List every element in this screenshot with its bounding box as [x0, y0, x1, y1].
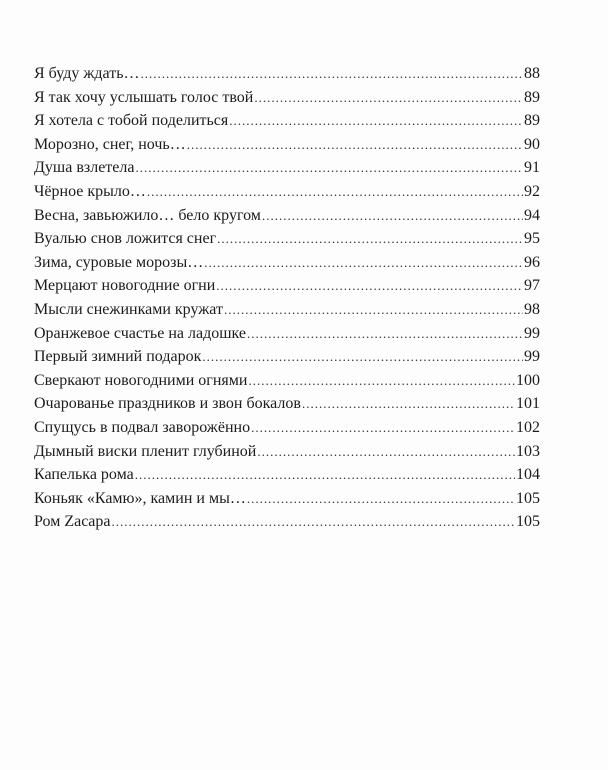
toc-entry-page: 100 — [516, 371, 540, 389]
toc-dot-leader — [247, 322, 523, 346]
toc-entry-title: Морозно, снег, ночь… — [34, 135, 186, 153]
toc-entry-title: Я хотела с тобой поделиться — [34, 112, 229, 130]
toc-entry-page: 91 — [524, 159, 540, 177]
toc-entry — [34, 251, 540, 275]
toc-entry-page: 97 — [524, 277, 540, 295]
toc-entry-title: Весна, завьюжило… бело кругом — [34, 206, 261, 224]
toc-entry — [34, 510, 540, 534]
toc-entry-page: 105 — [516, 513, 540, 531]
toc-entry-page: 95 — [524, 230, 540, 248]
toc-dot-leader — [229, 109, 523, 133]
toc-dot-leader — [224, 298, 523, 322]
toc-entry-page: 96 — [524, 253, 540, 271]
toc-entry — [34, 322, 540, 346]
toc-entry — [34, 204, 540, 228]
toc-dot-leader — [217, 227, 523, 251]
toc-entry — [34, 227, 540, 251]
toc-entry-page: 98 — [524, 300, 540, 318]
toc-entry-page: 89 — [524, 112, 540, 130]
toc-dot-leader — [251, 416, 515, 440]
toc-entry — [34, 86, 540, 110]
toc-dot-leader — [248, 369, 515, 393]
toc-entry — [34, 440, 540, 464]
toc-entry — [34, 274, 540, 298]
toc-entry-title: Зима, суровые морозы… — [34, 253, 204, 271]
toc-entry-title: Спущусь в подвал заворожённо — [34, 418, 251, 436]
toc-entry — [34, 156, 540, 180]
toc-entry-page: 101 — [516, 395, 540, 413]
toc-entry-title: Ром Zacapa — [34, 513, 111, 531]
toc-dot-leader — [204, 251, 523, 275]
toc-entry — [34, 392, 540, 416]
toc-entry-page: 94 — [524, 206, 540, 224]
toc-dot-leader — [141, 62, 523, 86]
toc-entry-title: Сверкают новогодними огнями — [34, 371, 248, 389]
toc-entry-page: 105 — [516, 489, 540, 507]
toc-entry-title: Мысли снежинками кружат — [34, 300, 223, 318]
toc-entry-title: Очарованье праздников и звон бокалов — [34, 395, 301, 413]
toc-entry-page: 104 — [516, 466, 540, 484]
toc-entry — [34, 133, 540, 157]
toc-entry-title: Капелька рома — [34, 466, 134, 484]
toc-entry-title: Мерцают новогодние огни — [34, 277, 216, 295]
toc-entry-page: 99 — [524, 324, 540, 342]
toc-entry-title: Чёрное крыло… — [34, 182, 146, 200]
toc-dot-leader — [135, 156, 523, 180]
toc-entry-title: Первый зимний подарок — [34, 348, 202, 366]
toc-dot-leader — [135, 463, 515, 487]
toc-dot-leader — [254, 86, 523, 110]
toc-entry-title: Душа взлетела — [34, 159, 135, 177]
toc-entry — [34, 416, 540, 440]
toc-entry-title: Я так хочу услышать голос твой — [34, 88, 254, 106]
toc-entry — [34, 369, 540, 393]
toc-entry — [34, 345, 540, 369]
toc-entry-title: Коньяк «Камю», камин и мы… — [34, 489, 246, 507]
toc-entry-page: 92 — [524, 182, 540, 200]
toc-entry — [34, 109, 540, 133]
toc-entry-title: Дымный виски пленит глубиной — [34, 442, 257, 460]
toc-dot-leader — [147, 180, 523, 204]
toc-entry — [34, 62, 540, 86]
toc-dot-leader — [112, 510, 516, 534]
toc-entry — [34, 180, 540, 204]
toc-entry — [34, 298, 540, 322]
toc-dot-leader — [302, 392, 515, 416]
toc-entry-page: 103 — [516, 442, 540, 460]
toc-dot-leader — [202, 345, 523, 369]
toc-entry — [34, 487, 540, 511]
toc-entry — [34, 463, 540, 487]
toc-entry-title: Я буду ждать… — [34, 65, 140, 82]
toc-entry-page: 99 — [524, 348, 540, 366]
toc-dot-leader — [262, 204, 523, 228]
toc-entry-title: Вуалью снов ложится снег — [34, 230, 217, 248]
toc-dot-leader — [257, 440, 515, 464]
table-of-contents — [34, 62, 540, 534]
toc-entry-page: 88 — [524, 65, 540, 82]
toc-dot-leader — [247, 487, 515, 511]
toc-dot-leader — [216, 274, 523, 298]
toc-entry-page: 102 — [516, 418, 540, 436]
toc-entry-title: Оранжевое счастье на ладошке — [34, 324, 247, 342]
toc-entry-page: 89 — [524, 88, 540, 106]
toc-dot-leader — [187, 133, 523, 157]
toc-entry-page: 90 — [524, 135, 540, 153]
